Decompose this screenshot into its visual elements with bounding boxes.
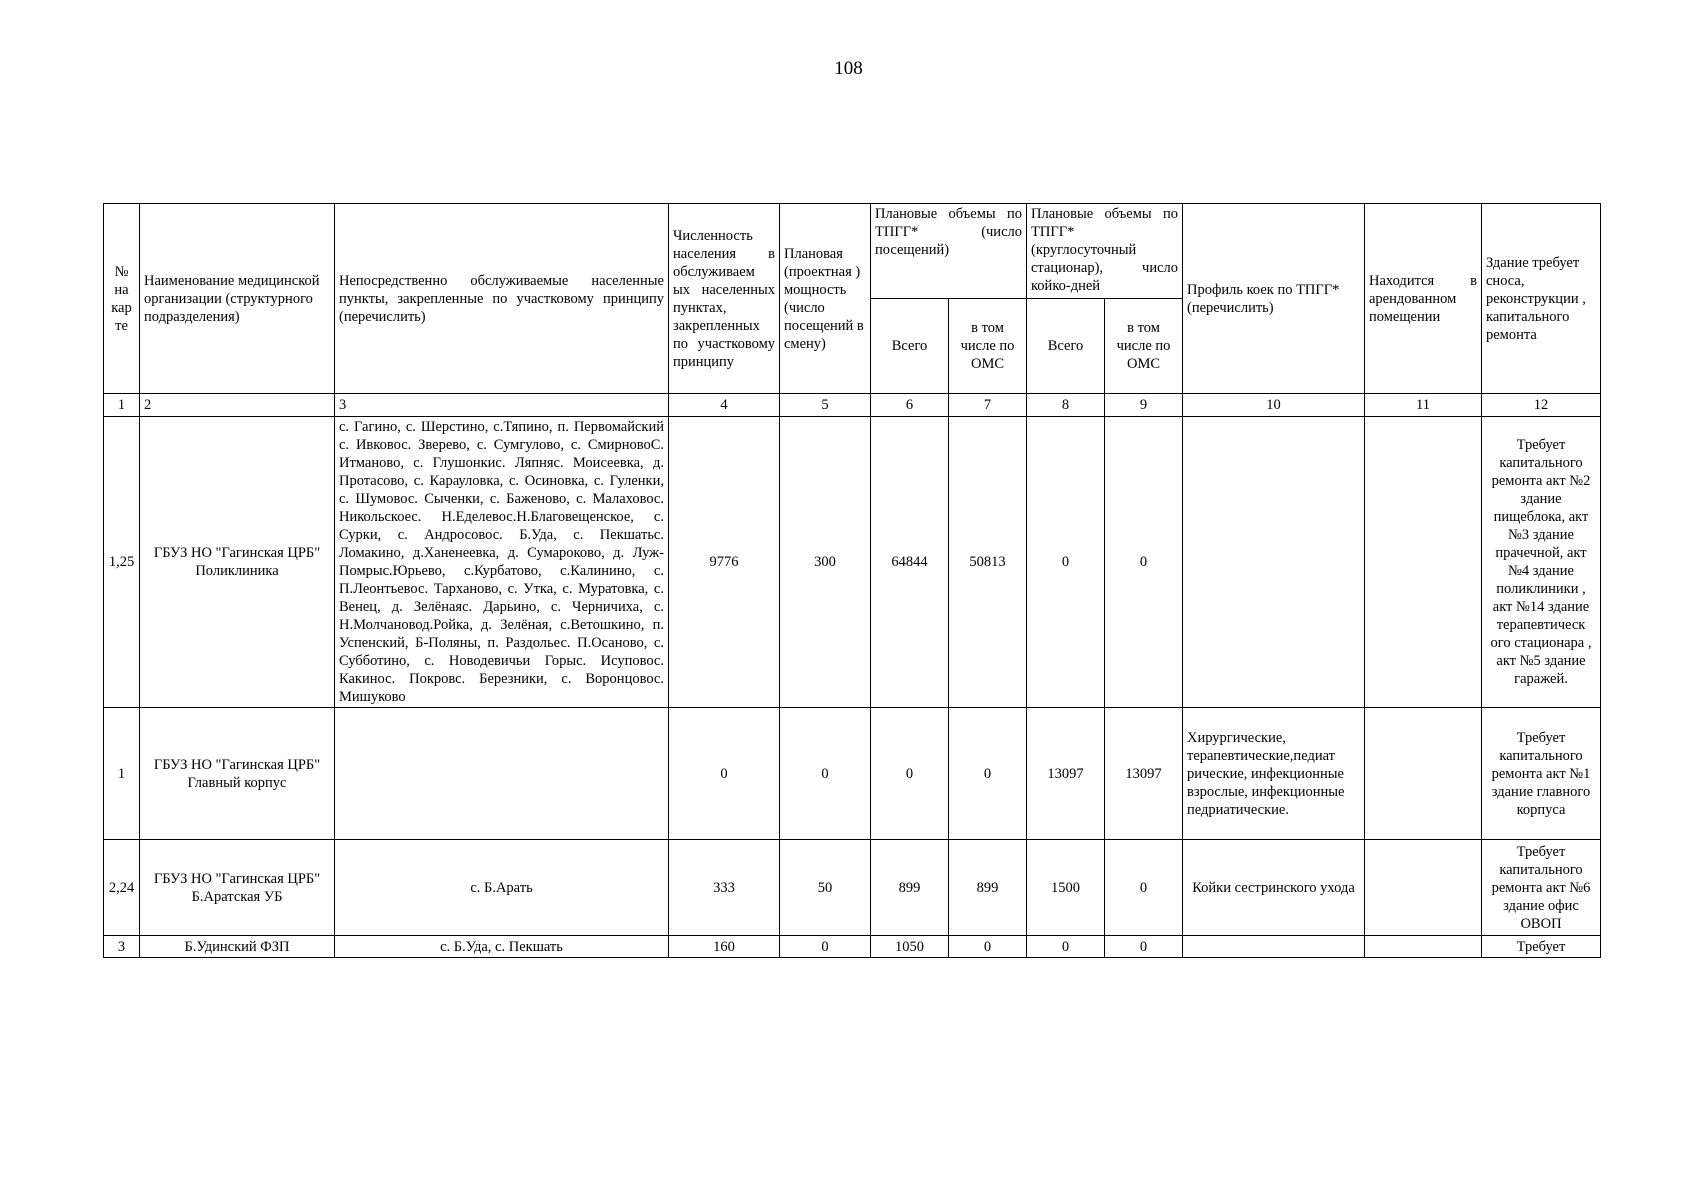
cell-organization: ГБУЗ НО "Гагинская ЦРБ" Поликлиника	[140, 417, 335, 708]
table-row	[104, 417, 1601, 708]
header-visits-total: Всего	[871, 299, 949, 394]
column-number: 11	[1365, 394, 1482, 417]
column-number: 10	[1183, 394, 1365, 417]
table-row	[104, 840, 1601, 936]
header-bed-profile: Профиль коек по ТПГГ* (перечислить)	[1183, 204, 1365, 394]
header-rented: Находится в арендованном помещении	[1365, 204, 1482, 394]
cell-visits-oms: 50813	[949, 417, 1027, 708]
facilities-table	[103, 203, 1601, 958]
cell-visits-total: 1050	[871, 936, 949, 958]
cell-visits-total: 64844	[871, 417, 949, 708]
cell-map-number: 2,24	[104, 840, 140, 936]
cell-population: 9776	[669, 417, 780, 708]
cell-capacity: 0	[780, 936, 871, 958]
header-localities: Непосредственно обслуживаемые населенные пункты, закрепленные по участковому принципу (перечислить)	[335, 204, 669, 394]
cell-population: 160	[669, 936, 780, 958]
cell-organization: ГБУЗ НО "Гагинская ЦРБ" Главный корпус	[140, 708, 335, 840]
cell-capacity: 300	[780, 417, 871, 708]
cell-capacity: 0	[780, 708, 871, 840]
cell-map-number: 1,25	[104, 417, 140, 708]
cell-bed-profile: Койки сестринского ухода	[1183, 840, 1365, 936]
header-building-status: Здание требует сноса, реконструкции , капитального ремонта	[1482, 204, 1601, 394]
cell-visits-oms: 0	[949, 708, 1027, 840]
column-number: 3	[335, 394, 669, 417]
header-population: Численность населения в обслуживаем ых населенных пунктах, закрепленных по участковому принципу	[669, 204, 780, 394]
cell-rented	[1365, 936, 1482, 958]
header-capacity: Плановая (проектная ) мощность (число посещений в смену)	[780, 204, 871, 394]
cell-population: 0	[669, 708, 780, 840]
cell-beds-total: 13097	[1027, 708, 1105, 840]
cell-beds-total: 0	[1027, 417, 1105, 708]
column-number: 1	[104, 394, 140, 417]
cell-visits-total: 899	[871, 840, 949, 936]
cell-map-number: 1	[104, 708, 140, 840]
cell-building-status: Требует капитального ремонта акт №2 здание пищеблока, акт №3 здание прачечной, акт №4 здание поликлиники , акт №14 здание терапевтическ ого стационара , акт №5 здание гаражей.	[1482, 417, 1601, 708]
cell-visits-oms: 899	[949, 840, 1027, 936]
column-number: 2	[140, 394, 335, 417]
column-number: 9	[1105, 394, 1183, 417]
header-visits-oms: в том числе по ОМС	[949, 299, 1027, 394]
cell-map-number: 3	[104, 936, 140, 958]
cell-rented	[1365, 840, 1482, 936]
cell-beds-oms: 0	[1105, 936, 1183, 958]
header-map-number: № на кар те	[104, 204, 140, 394]
column-number: 4	[669, 394, 780, 417]
cell-rented	[1365, 417, 1482, 708]
cell-beds-oms: 0	[1105, 417, 1183, 708]
cell-beds-total: 1500	[1027, 840, 1105, 936]
cell-organization: Б.Удинский ФЗП	[140, 936, 335, 958]
table-row	[104, 936, 1601, 958]
cell-organization: ГБУЗ НО "Гагинская ЦРБ" Б.Аратская УБ	[140, 840, 335, 936]
header-beds-total: Всего	[1027, 299, 1105, 394]
cell-building-status: Требует капитального ремонта акт №6 здание офис ОВОП	[1482, 840, 1601, 936]
page-number: 108	[834, 58, 863, 79]
cell-bed-profile	[1183, 417, 1365, 708]
column-number: 8	[1027, 394, 1105, 417]
column-number: 12	[1482, 394, 1601, 417]
table-header-row	[104, 204, 1601, 299]
column-number: 6	[871, 394, 949, 417]
header-visits: Плановые объемы по ТПГГ* (число посещений)	[871, 204, 1027, 299]
cell-beds-oms: 0	[1105, 840, 1183, 936]
column-number: 7	[949, 394, 1027, 417]
column-number-row	[104, 394, 1601, 417]
cell-building-status: Требует капитального ремонта акт №1 здание главного корпуса	[1482, 708, 1601, 840]
header-beds: Плановые объемы по ТПГГ* (круглосуточный стационар), число койко-дней	[1027, 204, 1183, 299]
cell-bed-profile	[1183, 936, 1365, 958]
cell-capacity: 50	[780, 840, 871, 936]
cell-beds-oms: 13097	[1105, 708, 1183, 840]
cell-visits-total: 0	[871, 708, 949, 840]
table-row	[104, 708, 1601, 840]
header-beds-oms: в том числе по ОМС	[1105, 299, 1183, 394]
cell-localities	[335, 708, 669, 840]
cell-building-status: Требует	[1482, 936, 1601, 958]
cell-bed-profile: Хирургические, терапевтические,педиат рические, инфекционные взрослые, инфекционные педриатические.	[1183, 708, 1365, 840]
cell-visits-oms: 0	[949, 936, 1027, 958]
cell-beds-total: 0	[1027, 936, 1105, 958]
cell-localities: с. Гагино, с. Шерстино, с.Тяпино, п. Первомайский с. Ивковос. Зверево, с. Сумгулово, с. СмирновоС. Итманово, с. Глушонкис. Ляпняс. Моисеевка, д. Протасово, с. Карауловка, с. Осиновка, с. Гуленки, с. Шумовос. Сыченки, с. Баженово, с. Малаховос. Никольскоес. Н.Еделевос.Н.Благовещенское, с. Сурки, с. Андросовос. Б.Уда, с. Пекшатьс. Ломакино, д.Ханенеевка, д. Сумароково, д. Луж-Помрыс.Юрьево, с.Курбатово, с.Калинино, с. П.Леонтьевос. Тарханово, с. Утка, с. Муратовка, с. Венец, д. Зелёнаяс. Дарьино, с. Черничиха, с. Н.Молчановод.Ройка, д. Зелёная, с.Ветошкино, п. Успенский, Б-Поляны, п. Раздольес. П.Осаново, с. Субботино, с. Новодевичьи Горыс. Исуповос. Какинос. Покровс. Березники, с. Воронцовос. Мишуково	[335, 417, 669, 708]
cell-population: 333	[669, 840, 780, 936]
header-organization: Наименование медицинской организации (структурного подразделения)	[140, 204, 335, 394]
cell-localities: с. Б.Арать	[335, 840, 669, 936]
cell-rented	[1365, 708, 1482, 840]
column-number: 5	[780, 394, 871, 417]
cell-localities: с. Б.Уда, с. Пекшать	[335, 936, 669, 958]
